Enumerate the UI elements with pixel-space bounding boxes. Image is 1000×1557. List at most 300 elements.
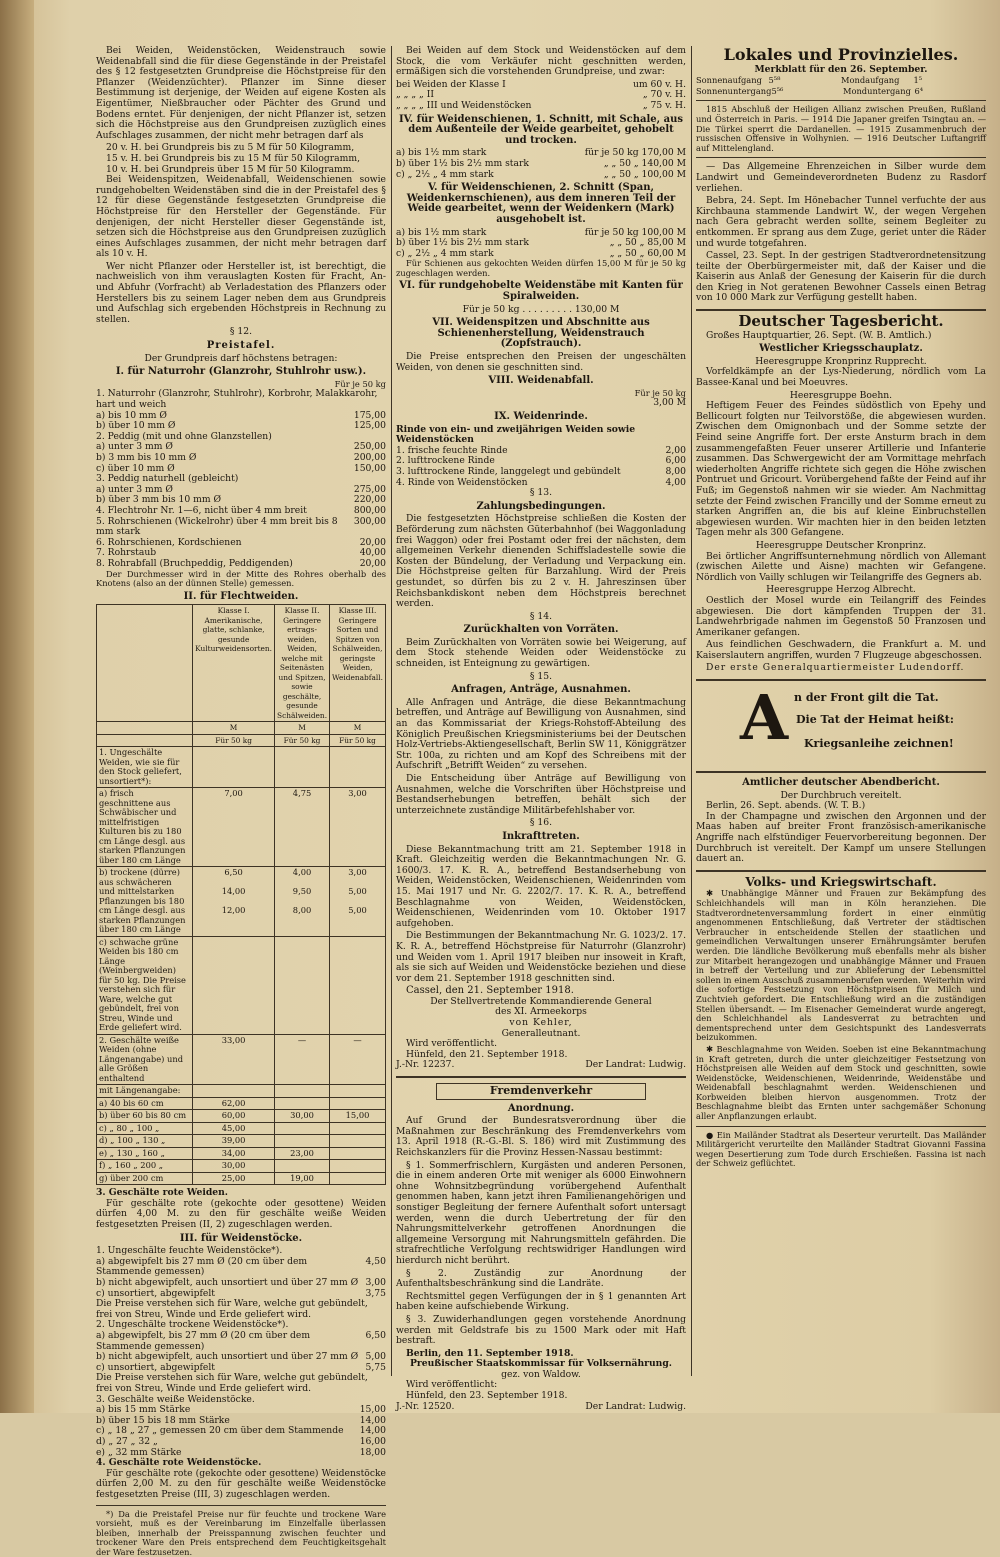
row-value: „ „ 50 „ 60,00 M (610, 249, 686, 260)
price-row (96, 389, 386, 410)
table-cell (275, 1085, 330, 1098)
table-cell: e) „ 130 „ 160 „ (97, 1147, 193, 1160)
divider (696, 870, 986, 872)
table-row (97, 1122, 386, 1135)
divider (96, 1505, 386, 1506)
table-cell (330, 1122, 386, 1135)
row-label: c) „ 2½ „ 4 mm stark (396, 249, 494, 260)
row-value: 4,50 (366, 1257, 386, 1278)
row-value: 20,00 (360, 559, 386, 570)
price-row (96, 559, 386, 570)
row-label: d) „ 27 „ 32 „ (96, 1437, 158, 1448)
journal-number: J.-Nr. 12237. (396, 1060, 454, 1071)
divider (696, 1126, 986, 1127)
war-bond-banner (696, 687, 986, 765)
row-label: 6. Rohrschienen, Kordschienen (96, 538, 242, 549)
row-label: a) abgewipfelt, bis 27 mm Ø (20 cm über dem Stammende gemessen) (96, 1331, 366, 1352)
table-cell: f) „ 160 „ 200 „ (97, 1160, 193, 1173)
row-value: 6,50 (366, 1331, 386, 1352)
section-number: § 16. (396, 818, 686, 829)
table-row (97, 1147, 386, 1160)
section-number: § 12. (96, 327, 386, 338)
section-title: Volks- und Kriegswirtschaft. (696, 877, 986, 888)
paragraph: § 1. Sommerfrischlern, Kurgästen und anderen Personen, die in einem anderen Orte mit weniger als 6000 Einwohnern ohne Wohnsitzbegründung vorübergehend Aufenthalt genommen haben, kann jetzt ihren Familienangehörigen und sonstiger Begleitung der fernere Aufenthalt sofort untersagt werden, wenn die durch Uebertretung der für den Nahrungsmittelverkehr getroffenen Anordnungen die allgemeine Versorgung mit Nahrungsmitteln gefährden. Die strafrechtliche Verfolgung rechtswidriger Handlungen wird hierdurch nicht berührt. (396, 1161, 686, 1267)
almanac-label: Mondaufgang (841, 75, 914, 86)
army-group: Heeresgruppe Boehn. (696, 391, 986, 402)
landrat-signature: Der Landrat: Ludwig. (585, 1060, 686, 1071)
row-label: e) „ 32 mm Stärke (96, 1448, 181, 1459)
price-row (396, 159, 686, 170)
table-unit: M (275, 722, 330, 735)
table-cell: 34,00 (193, 1147, 275, 1160)
table-cell: b) über 60 bis 80 cm (97, 1110, 193, 1123)
flechtweiden-table (96, 604, 386, 1185)
almanac-value: 5⁵⁸ (769, 75, 842, 86)
table-cell (330, 1135, 386, 1148)
row-value: 800,00 (354, 506, 386, 517)
row-value: 20,00 (360, 538, 386, 549)
paragraph: Bei Weiden auf dem Stock und Weidenstöcken auf dem Stock, die vom Verkäufer nicht geschnitten werden, ermäßigen sich die vorstehenden Grundpreise, und zwar: (396, 46, 686, 78)
aufschlag-line: 15 v. H. bei Grundpreis bis zu 15 M für 50 Kilogramm, (96, 154, 386, 165)
army-group: Heeresgruppe Herzog Albrecht. (696, 585, 986, 596)
table-cell: — (330, 1034, 386, 1085)
row-value: 6,00 (666, 456, 686, 467)
divider (396, 1076, 686, 1078)
table-cell: c) schwache grüne Weiden bis 180 cm Länge (Weinbergweiden) für 50 kg. Die Preise verstehen sich für Ware, welche gut gebündelt, frei von Streu, Winde und Erde geliefert wird. (97, 936, 193, 1034)
row-value: 14,00 (360, 1416, 386, 1427)
section-heading: Inkrafttreten. (396, 832, 686, 843)
table-unit-row (97, 734, 386, 747)
table-header: Klasse I. Amerikanische, glatte, schlanke, gesunde Kulturweidensorten. (193, 605, 275, 722)
row-label: b) nicht abgewipfelt, auch unsortiert und über 27 mm Ø (96, 1278, 358, 1289)
price-row (96, 517, 386, 538)
note: Der Durchmesser wird in der Mitte des Rohres oberhalb des Knotens (also an der dünnen Stelle) gemessen. (96, 570, 386, 589)
row-label: Die Preise verstehen sich für Ware, welche gut gebündelt, frei von Streu, Winde und Erde geliefert wird. (96, 1373, 386, 1394)
row-value: 3,75 (366, 1289, 386, 1300)
paragraph: Für geschälte rote (gekochte oder gesottene) Weiden dürfen 4,00 M. zu den für geschälte weiße Weiden festgesetzten Preisen (II, 2) zugeschlagen werden. (96, 1199, 386, 1231)
divider (696, 309, 986, 311)
table-cell: 25,00 (193, 1172, 275, 1185)
news-item: Bebra, 24. Sept. Im Hönebacher Tunnel verfuchte der aus Kirchbauna stammende Landwirt W., der wegen Vergehen nach Gera gebracht werden sollte, seinem Begleiter zu entkommen. Er sprang aus dem Zuge, geriet unter die Räder und wurde totgefahren. (696, 196, 986, 249)
paragraph: Auf Grund der Bundesratsverordnung über die Maßnahmen zur Beschränkung des Fremdenverkehrs vom 13. April 1918 (R.-G.-Bl. S. 186) wird mit Zustimmung des Reichskanzlers für die Provinz Hessen-Nassau bestimmt: (396, 1116, 686, 1158)
row-label: c) über 10 mm Ø (96, 464, 175, 475)
landrat-signature: Der Landrat: Ludwig. (585, 1402, 686, 1413)
price-row (96, 1331, 386, 1352)
row-value: 40,00 (360, 548, 386, 559)
table-cell: mit Längenangabe: (97, 1085, 193, 1098)
paragraph: Die Preise entsprechen den Preisen der ungeschälten Weiden, von denen sie geschnitten sind. (396, 352, 686, 373)
report-signature: Der erste Generalquartiermeister Ludendorff. (696, 663, 986, 674)
banner-line: Die Tat der Heimat heißt: (796, 715, 954, 726)
publication-note: Wird veröffentlicht. (396, 1039, 686, 1050)
table-row (97, 1135, 386, 1148)
row-value: 125,00 (354, 421, 386, 432)
table-cell (275, 1160, 330, 1173)
column-rule (391, 46, 392, 1376)
signature-line: des XI. Armeekorps (396, 1007, 686, 1018)
table-cell (193, 1085, 275, 1098)
table-cell: 30,00 (193, 1160, 275, 1173)
table-unit (97, 722, 193, 735)
almanac-label: Monduntergang (843, 86, 915, 97)
table-row (97, 1085, 386, 1098)
section-title: Lokales und Provinzielles. (696, 50, 986, 61)
table-cell (330, 1160, 386, 1173)
paragraph: Für geschälte rote (gekochte oder gesottene) Weidenstöcke dürfen 2,00 M. zu den für geschälte weiße Weidenstöcke festgesetzten Preise (III, 3) zugeschlagen werden. (96, 1469, 386, 1501)
table-cell (275, 936, 330, 1034)
table-header: Klasse III. Geringere Sorten und Spitzen von Schälweiden, geringste Weiden, Weidenabfall. (330, 605, 386, 722)
table-unit: Für 50 kg (193, 734, 275, 747)
section-number: § 15. (396, 672, 686, 683)
section-box: Fremdenverkehr (436, 1083, 646, 1100)
table-cell: g) über 200 cm (97, 1172, 193, 1185)
column-rule (691, 46, 692, 1376)
dateline: Berlin, 26. Sept. abends. (W. T. B.) (696, 801, 986, 812)
news-item: ● Ein Mailänder Stadtrat als Deserteur verurteilt. Das Mailänder Militärgericht verurteilte den Mailänder Stadtrat Giovanni Fassina wegen Desertierung zum Tode durch Erschießen. Fassina ist nach der Schweiz geflüchtet. (696, 1131, 986, 1169)
row-label: a) abgewipfelt bis 27 mm Ø (20 cm über dem Stammende gemessen) (96, 1257, 366, 1278)
report-text: Heftigem Feuer des Feindes südöstlich von Epehy und Bellicourt folgten nur Teilvorstöße, die abgewiesen wurden. Zwischen dem Omignonbach und der Somme setzte der Feind seine Angriffe fort. Der erste Ansturm brach in dem zusammengefaßten Feuer unserer Artillerie und Infanterie zusammen. Das Schwergewicht der am Vormittage mehrfach wiederholten Angriffe richtete sich gegen die Höhe zwischen Pontruet und Gricourt. Vorübergehend faßte der Feind auf ihr Fuß; im Gegenstoß nahmen wir sie wieder. Am Nachmittag setzte der Feind zwischen Francilly und der Somme erneut zu starken Angriffen an, die bis auf kleine Einbruchstellen abgewiesen wurden. Wir machten hier in den beiden letzten Tagen mehr als 300 Gefangene. (696, 401, 986, 539)
table-cell: 3,00 5,00 5,00 (330, 867, 386, 937)
table-cell: 7,00 (193, 788, 275, 867)
paragraph: Diese Bekanntmachung tritt am 21. September 1918 in Kraft. Gleichzeitig werden die Bekanntmachungen Nr. G. 1600/3. 17. K. R. A., betreffend Bestandserhebung von Weiden, Weidenstöcken, Weidenschienen, Weidenrinden vom 15. Mai 1917 und Nr. G. 2202/7. 17. K. R. A., betreffend Beschlagnahme von Weiden, Weidenstöcken, Weidenschienen, Weidenrinden vom 10. Oktober 1917 aufgehoben. (396, 845, 686, 930)
row-label: 1. Naturrohr (Glanzrohr, Stuhlrohr), Korbrohr, Malakkarohr, hart und weich (96, 389, 386, 410)
signature-line: Generalleutnant. (396, 1029, 686, 1040)
row-label: 2. lufttrockene Rinde (396, 456, 495, 467)
row-value: „ „ 50 „ 85,00 M (610, 238, 686, 249)
divider (696, 100, 986, 101)
row-value: für je 50 kg 170,00 M (585, 148, 686, 159)
table-row (97, 936, 386, 1034)
unit-label: Für je 50 kg (96, 380, 386, 390)
row-value: 275,00 (354, 485, 386, 496)
row-label: c) unsortiert, abgewipfelt (96, 1363, 215, 1374)
klassen-list (396, 80, 686, 112)
almanac-title: Merkblatt für den 26. September. (696, 65, 986, 76)
row-label: b) 3 mm bis 10 mm Ø (96, 453, 196, 464)
section-heading: Amtlicher deutscher Abendbericht. (696, 778, 986, 789)
table-row (97, 747, 386, 788)
row-label: b) nicht abgewipfelt, auch unsortiert und über 27 mm Ø (96, 1352, 358, 1363)
reduction-row (396, 101, 686, 112)
table-cell (330, 936, 386, 1034)
dateline: Cassel, den 21. September 1918. (396, 986, 686, 997)
table-row (97, 1097, 386, 1110)
row-value: 200,00 (354, 453, 386, 464)
row-label: b) über 15 bis 18 mm Stärke (96, 1416, 230, 1427)
table-cell (275, 1135, 330, 1148)
row-label: bei Weiden der Klasse I (396, 80, 506, 91)
row-value: 300,00 (354, 517, 386, 538)
price-row (396, 467, 686, 478)
category-heading: VIII. Weidenabfall. (396, 376, 686, 387)
intro-paragraph: Bei Weiden, Weidenstöcken, Weidenstrauch sowie Weidenabfall sind die für diese Gegenstände in der Preistafel des § 12 festgesetzten Grundpreise die Höchstpreise für den Pflanzer (Weidenzüchter). Pflanzer im Sinne dieser Bestimmung ist derjenige, der Weiden auf eigene Kosten als Eigentümer, Nießbraucher oder Pächter des Grund und Bodens erntet. Für denjenigen, der nicht Pflanzer ist, setzen sich die Höchstpreise aus den Grundpreisen zuzüglich eines Aufschlages zusammen, der nicht mehr betragen darf als (96, 46, 386, 141)
divider (696, 771, 986, 773)
table-cell (330, 1172, 386, 1185)
report-text: Bei örtlicher Angriffsunternehmung nördlich von Allemant (zwischen Ailette und Aisne) machten wir Gefangene. Nördlich von Vailly schlugen wir Teilangriffe des Gegners ab. (696, 552, 986, 584)
table-cell: b) trockene (dürre) aus schwächeren und mittelstarken Pflanzungen bis 180 cm Länge desgl. aus starken Pflanzungen über 180 cm Länge (97, 867, 193, 937)
table-cell (330, 1085, 386, 1098)
row-label: 5. Rohrschienen (Wickelrohr) über 4 mm breit bis 8 mm stark (96, 517, 354, 538)
paragraph: Alle Anfragen und Anträge, die diese Bekanntmachung betreffen, und Anträge auf Bewilligung von Ausnahmen, sind an das Kommissariat der Kriegs-Rohstoff-Abteilung des Königlich Preußischen Kriegsministeriums bei der Deutschen Holz-Vertriebs-Aktiengesellschaft, Berlin SW 11, Königgrätzer Str. 100a, zu richten und am Kopf des Schreibens mit der Aufschrift „Betrifft Weiden“ zu versehen. (396, 698, 686, 772)
column-2 (396, 46, 686, 1376)
paragraph: Beim Zurückhalten von Vorräten sowie bei Weigerung, auf dem Stock stehende Weiden oder Weidenstöcke zu schneiden, ist Enteignung zu gewärtigen. (396, 638, 686, 670)
dateline: Hünfeld, den 21. September 1918. (396, 1050, 686, 1061)
stock-price-list (96, 1246, 386, 1458)
table-cell: 23,00 (275, 1147, 330, 1160)
row-value: 220,00 (354, 495, 386, 506)
signature-line: Preußischer Staatskommissar für Volksernährung. (396, 1359, 686, 1370)
journal-number: J.-Nr. 12520. (396, 1402, 454, 1413)
table-header: Klasse II. Geringere ertragsweiden, Weiden, welche mit Seitenästen und Spitzen, sowie geschälte, gesunde Schälweiden. (275, 605, 330, 722)
section-heading: Anfragen, Anträge, Ausnahmen. (396, 685, 686, 696)
news-item: Cassel, 23. Sept. In der gestrigen Stadtverordnetensitzung teilte der Oberbürgermeister mit, daß der Kaiser und die Kaiserin aus Anlaß der Genesung der Kaiserin für die durch den Krieg in Not geratenen Bewohner Cassels einen Betrag von 10 000 Mark zur Verfügung gestellt haben. (696, 251, 986, 304)
row-value: um 60 v. H. (633, 80, 686, 91)
row-label: 7. Rohrstaub (96, 548, 156, 559)
row-label: a) bis 1½ mm stark (396, 148, 486, 159)
banner-line: n der Front gilt die Tat. (794, 693, 939, 704)
category-heading: II. für Flechtweiden. (96, 592, 386, 603)
table-cell: 1. Ungeschälte Weiden, wie sie für den Stock geliefert, unsortiert*): (97, 747, 193, 788)
row-label: b) über 1½ bis 2½ mm stark (396, 159, 529, 170)
column-3 (696, 46, 986, 1376)
table-cell: 4,00 9,50 8,00 (275, 867, 330, 937)
table-cell (275, 1097, 330, 1110)
row-label: 3. Peddig naturhell (gebleicht) (96, 474, 238, 485)
binding-edge (0, 0, 34, 1413)
price-line: Für je 50 kg . . . . . . . . . 130,00 M (396, 305, 686, 316)
almanac-row (696, 75, 986, 86)
dateline: Berlin, den 11. September 1918. (396, 1349, 686, 1360)
table-cell (330, 1147, 386, 1160)
row-value: 2,00 (666, 446, 686, 457)
table-cell (193, 747, 275, 788)
table-unit: M (330, 722, 386, 735)
price-row (96, 1437, 386, 1448)
table-cell: d) „ 100 „ 130 „ (97, 1135, 193, 1148)
almanac-value: 1⁵ (914, 75, 987, 86)
almanac-label: Sonnenaufgang (696, 75, 769, 86)
table-cell (275, 1122, 330, 1135)
army-group: Heeresgruppe Kronprinz Rupprecht. (696, 357, 986, 368)
row-value: 4,00 (666, 478, 686, 489)
signature-line: Der Stellvertretende Kommandierende General (396, 997, 686, 1008)
signature-row (396, 1060, 686, 1071)
news-item: ✱ Beschlagnahme von Weiden. Soeben ist eine Bekanntmachung in Kraft getreten, durch die unter gleichzeitiger Festsetzung von Höchstpreisen alle Weiden auf dem Stock und geschnitten, sowie Weidenstöcke, Weidenschienen, Weidenrinde, Weidenstäbe und Weidenabfall beschlagnahmt werden. Weidenschienen und Korbweiden bleiben hiervon ausgenommen. Trotz der Beschlagnahme bleibt das Ernten unter sachgemäßer Schonung aller Anpflanzungen erlaubt. (696, 1045, 986, 1122)
signature-row (396, 1402, 686, 1413)
table-cell: 30,00 (275, 1110, 330, 1123)
dateline: Großes Hauptquartier, 26. Sept. (W. B. Amtlich.) (696, 331, 986, 342)
paragraph: § 3. Zuwiderhandlungen gegen vorstehende Anordnung werden mit Geldstrafe bis zu 1500 Mark oder mit Haft bestraft. (396, 1315, 686, 1347)
almanac-label: Sonnenuntergang (696, 86, 771, 97)
row-value: 18,00 (360, 1448, 386, 1459)
row-label: 2. Ungeschälte trockene Weidenstöcke*). (96, 1320, 288, 1331)
row-value: 15,00 (360, 1405, 386, 1416)
aufschlag-line: 20 v. H. bei Grundpreis bis zu 5 M für 50 Kilogramm, (96, 143, 386, 154)
publication-note: Wird veröffentlicht: (396, 1380, 686, 1391)
table-header-row (97, 605, 386, 722)
table-cell: 19,00 (275, 1172, 330, 1185)
table-cell: 45,00 (193, 1122, 275, 1135)
aufschlag-line: 10 v. H. bei Grundpreis über 15 M für 50 Kilogramm. (96, 165, 386, 176)
table-unit: Für 50 kg (275, 734, 330, 747)
price-row (96, 1299, 386, 1320)
table-cell: 60,00 (193, 1110, 275, 1123)
almanac-value: 5⁵⁶ (771, 86, 843, 97)
paragraph: Die festgesetzten Höchstpreise schließen die Kosten der Beförderung zum nächsten Güterbahnhof (bei Waggonladung frei Waggon) oder frei Postamt oder frei der nächsten, dem allgemeinen Verkehr dienenden Schiffsladestelle sowie die Kosten der Bündelung, der Verladung und Verpackung ein. Die Höchstpreise gelten für Barzahlung. Wird der Preis gestundet, so dürfen bis zu 2 v. H. Jahreszinsen über Reichsbankdiskont neben dem Höchstpreis berechnet werden. (396, 514, 686, 609)
column-1 (96, 46, 386, 1376)
table-cell (193, 936, 275, 1034)
section-heading: Anordnung. (396, 1104, 686, 1115)
table-cell: 33,00 (193, 1034, 275, 1085)
row-label: „ „ „ „ II (396, 90, 434, 101)
row-value: 150,00 (354, 464, 386, 475)
paragraph: Rechtsmittel gegen Verfügungen der in § 1 genannten Art haben keine aufschiebende Wirkung. (396, 1292, 686, 1313)
category-heading: VI. für rundgehobelte Weidenstäbe mit Kanten für Spiralweiden. (396, 281, 686, 302)
table-unit (97, 734, 193, 747)
rohr-price-list (96, 389, 386, 569)
table-row (97, 1160, 386, 1173)
row-label: 8. Rohrabfall (Bruchpeddig, Peddigenden) (96, 559, 293, 570)
ix-price-list (396, 446, 686, 488)
row-value: „ 75 v. H. (643, 101, 686, 112)
table-row (97, 1110, 386, 1123)
history-note: 1815 Abschluß der Heiligen Allianz zwischen Preußen, Rußland und Österreich in Paris. — 1914 Die Japaner greifen Tsingtau an. — Die Türkei sperrt die Dardanellen. — 1915 Zusammenbruch der russischen Offensive in Wolhynien. — 1916 Deutscher Luftangriff auf Mittelengland. (696, 105, 986, 153)
paragraph: Die Bestimmungen der Bekanntmachung Nr. G. 1023/2. 17. K. R. A., betreffend Höchstpreise für Naturrohr (Glanzrohr) und Weiden vom 1. April 1917 bleiben nur insoweit in Kraft, als sie sich auf Weiden und Weidenstöcke beziehen und diese vor dem 21. September 1918 geschnitten sind. (396, 931, 686, 984)
table-cell: 62,00 (193, 1097, 275, 1110)
row-label: 3. lufttrockene Rinde, langgelegt und gebündelt (396, 467, 621, 478)
row-value: 5,00 (366, 1352, 386, 1363)
table-cell (330, 747, 386, 788)
row-label: a) bis 10 mm Ø (96, 411, 167, 422)
v-price-list (396, 228, 686, 260)
row-value: für je 50 kg 100,00 M (585, 228, 686, 239)
table-row (97, 788, 386, 867)
section-title: Deutscher Tagesbericht. (696, 316, 986, 327)
price-row (96, 1257, 386, 1278)
row-label: Die Preise verstehen sich für Ware, welche gut gebündelt, frei von Streu, Winde und Erde geliefert wird. (96, 1299, 386, 1320)
news-item: — Das Allgemeine Ehrenzeichen in Silber wurde dem Landwirt und Gemeindeverordneten Budenz zu Rasdorf verliehen. (696, 162, 986, 194)
paragraph: Die Entscheidung über Anträge auf Bewilligung von Ausnahmen, welche die Vorschriften über Höchstpreise und Bestandserhebungen betreffen, behält sich der unterzeichnete zuständige Militärbefehlshaber vor. (396, 774, 686, 816)
row-label: b) über 10 mm Ø (96, 421, 175, 432)
table-cell: 39,00 (193, 1135, 275, 1148)
row-label: 4. Flechtrohr Nr. 1—6, nicht über 4 mm breit (96, 506, 307, 517)
footnote: *) Da die Preistafel Preise nur für feuchte und trockene Ware vorsieht, muß es der Vereinbarung im Einzelfalle überlassen bleiben, innerhalb der Preisspannung zwischen feuchter und trockener Ware den Preis entsprechend dem Feuchtigkeitsgehalt der Ware festzusetzen. (96, 1510, 386, 1557)
table-unit-row (97, 722, 386, 735)
report-text: Oestlich der Mosel wurde ein Teilangriff des Feindes abgewiesen. Die dort kämpfenden Truppen der 31. Landwehrbrigade nahmen im Gegenstoß 50 Franzosen und Amerikaner gefangen. (696, 596, 986, 638)
price-row (396, 170, 686, 181)
section-heading: Westlicher Kriegsschauplatz. (696, 344, 986, 355)
paragraph: Wer nicht Pflanzer oder Hersteller ist, ist berechtigt, die nachweislich von ihm verauslagten Kosten für Fracht, An- und Abfuhr (Vorfracht) ab Verladestation des Pflanzers oder Herstellers bis zu seinem Lager neben dem aus Grundpreis und Aufschlag sich ergebenden Höchstpreis in Rechnung zu stellen. (96, 262, 386, 326)
row-label: b) über 3 mm bis 10 mm Ø (96, 495, 221, 506)
banner-line: Kriegsanleihe zeichnen! (804, 739, 954, 750)
paragraph: Bei Weidenspitzen, Weidenabfall, Weidenschienen sowie rundgehobelten Weidenstäben sind die in der Preistafel des § 12 für diese Gegenstände festgesetzten Grundpreise die Höchstpreise für den Hersteller der Gegenstände. Für denjenigen, der nicht Hersteller dieser Gegenstände ist, setzen sich die Höchstpreise aus den Grundpreisen zuzüglich eines Aufschlages zusammen, der nicht mehr betragen darf als 10 v. H. (96, 175, 386, 260)
row-label: b) über 1½ bis 2½ mm stark (396, 238, 529, 249)
table-cell: 2. Geschälte weiße Weiden (ohne Längenangabe) und alle Größen enthaltend (97, 1034, 193, 1085)
row-value: „ 70 v. H. (643, 90, 686, 101)
section-heading: Preistafel. (96, 341, 386, 352)
row-label: 1. Ungeschälte feuchte Weidenstöcke*). (96, 1246, 282, 1257)
category-heading: I. für Naturrohr (Glanzrohr, Stuhlrohr usw.). (96, 367, 386, 378)
table-row (97, 867, 386, 937)
category-heading: V. für Weidenschienen, 2. Schnitt (Span, Weidenkernschienen), aus dem inneren Teil der Weide gearbeitet, wenn der Weidenkern (Mark) ausgehobelt ist. (396, 183, 686, 225)
price-row (96, 453, 386, 464)
row-value: 5,75 (366, 1363, 386, 1374)
section-number: § 13. (396, 488, 686, 499)
row-value: 16,00 (360, 1437, 386, 1448)
row-value: 14,00 (360, 1426, 386, 1437)
row-label: 2. Peddig (mit und ohne Glanzstellen) (96, 432, 272, 443)
table-cell: a) 40 bis 60 cm (97, 1097, 193, 1110)
table-cell (330, 1097, 386, 1110)
price-row (96, 506, 386, 517)
news-item: ✱ Unabhängige Männer und Frauen zur Bekämpfung des Schleichhandels will man in Köln heranziehen. Die Stadtverordnetenversammlung fordert in einer einmütig angenommenen Entschließung, daß Vertreter der städtischen Verbraucher in entscheidende Stellen der staatlichen und gemeindlichen Verwaltungen unserer Ernährungsämter berufen werden. Die ländliche Bevölkerung muß ebenfalls mehr als bisher zur Mitarbeit herangezogen und unabhängige Männer und Frauen in betreff der Verteilung und zur Ablieferung der Lebensmittel sollen in einem Ausschuß zusammenberufen werden. Weiterhin wird die sofortige Festsetzung von Höchstpreisen für Milch und Zuchtvieh gefordert. Die Entschließung wird an die zuständigen Stellen übersandt. — Im Eisenacher Gemeinderat wurde angeregt, den Schleichhandel als Landesverrat zu betrachten und dementsprechend unter dem Gesichtspunkt des Landesverrats beizukommen. (696, 889, 986, 1043)
row-value: 3,00 (366, 1278, 386, 1289)
row-label: „ „ „ „ III und Weidenstöcken (396, 101, 531, 112)
row-label: c) „ 2½ „ 4 mm stark (396, 170, 494, 181)
table-cell: 4,75 (275, 788, 330, 867)
almanac-row (696, 86, 986, 97)
flechtweiden-body (97, 747, 386, 1185)
category-heading: IX. Weidenrinde. (396, 412, 686, 423)
report-text: In der Champagne und zwischen den Argonnen und der Maas haben auf breiter Front französisch-amerikanische Angriffe nach elfstündiger Feuervorbereitung begonnen. Der Durchbruch ist vereitelt. Der Kampf um unsere Stellungen dauert an. (696, 812, 986, 865)
row-value: „ „ 50 „ 140,00 M (604, 159, 686, 170)
table-cell: c) „ 80 „ 100 „ (97, 1122, 193, 1135)
table-cell: 3,00 (330, 788, 386, 867)
table-cell: — (275, 1034, 330, 1085)
row-label: 1. frische feuchte Rinde (396, 446, 508, 457)
row-value: 175,00 (354, 411, 386, 422)
row-label: c) unsortiert, abgewipfelt (96, 1289, 215, 1300)
row-label: a) bis 1½ mm stark (396, 228, 486, 239)
divider (696, 157, 986, 158)
table-cell: 15,00 (330, 1110, 386, 1123)
section-number: § 14. (396, 612, 686, 623)
category-heading: VII. Weidenspitzen und Abschnitte aus Schienenherstellung, Weidenstrauch (Zopfstrauch). (396, 318, 686, 350)
section-heading: Zahlungsbedingungen. (396, 502, 686, 513)
category-heading: IV. für Weidenschienen, 1. Schnitt, mit Schale, aus dem Außenteile der Weide gearbeitet, gehobelt und trocken. (396, 115, 686, 147)
row-label: a) bis 15 mm Stärke (96, 1405, 190, 1416)
table-row (97, 1172, 386, 1185)
row-label: a) unter 3 mm Ø (96, 442, 173, 453)
price-value: 3,00 M (396, 398, 686, 409)
paragraph: § 2. Zuständig zur Anordnung der Aufenthaltsbeschränkung sind die Landräte. (396, 1269, 686, 1290)
price-row (96, 1373, 386, 1394)
report-text: Aus feindlichen Geschwadern, die Frankfurt a. M. und Kaiserslautern angriffen, wurden 7 Flugzeuge abgeschossen. (696, 640, 986, 661)
table-cell (275, 747, 330, 788)
row-label: a) unter 3 mm Ø (96, 485, 173, 496)
table-unit: Für 50 kg (330, 734, 386, 747)
dateline: Hünfeld, den 23. September 1918. (396, 1391, 686, 1402)
signature-name: gez. von Waldow. (396, 1370, 686, 1381)
table-row (97, 1034, 386, 1085)
aufschlag-list (96, 143, 386, 175)
category-heading: III. für Weidenstöcke. (96, 1234, 386, 1245)
note: Für Schienen aus gekochten Weiden dürfen 15,00 M für je 50 kg zugeschlagen werden. (396, 259, 686, 278)
almanac-value: 6⁴ (914, 86, 986, 97)
row-value: „ „ 50 „ 100,00 M (604, 170, 686, 181)
row-label: 3. Geschälte weiße Weidenstöcke. (96, 1395, 255, 1406)
row-value: 250,00 (354, 442, 386, 453)
subheading: 4. Geschälte rote Weidenstöcke. (96, 1458, 386, 1469)
section-heading: Zurückhalten von Vorräten. (396, 625, 686, 636)
table-unit: M (193, 722, 275, 735)
row-label: c) „ 18 „ 27 „ gemessen 20 cm über dem Stammende (96, 1426, 344, 1437)
preistafel-intro: Der Grundpreis darf höchstens betragen: (96, 354, 386, 365)
subheading: Rinde von ein- und zweijährigen Weiden sowie Weidenstöcken (396, 425, 686, 446)
unit-label: Für je 50 kg (396, 389, 686, 399)
subheading: 3. Geschälte rote Weiden. (96, 1188, 386, 1199)
table-cell: a) frisch geschnittene aus Schwäbischer und mittelfristigen Kulturen bis zu 180 cm Länge desgl. aus starken Pflanzungen über 180 cm Länge (97, 788, 193, 867)
